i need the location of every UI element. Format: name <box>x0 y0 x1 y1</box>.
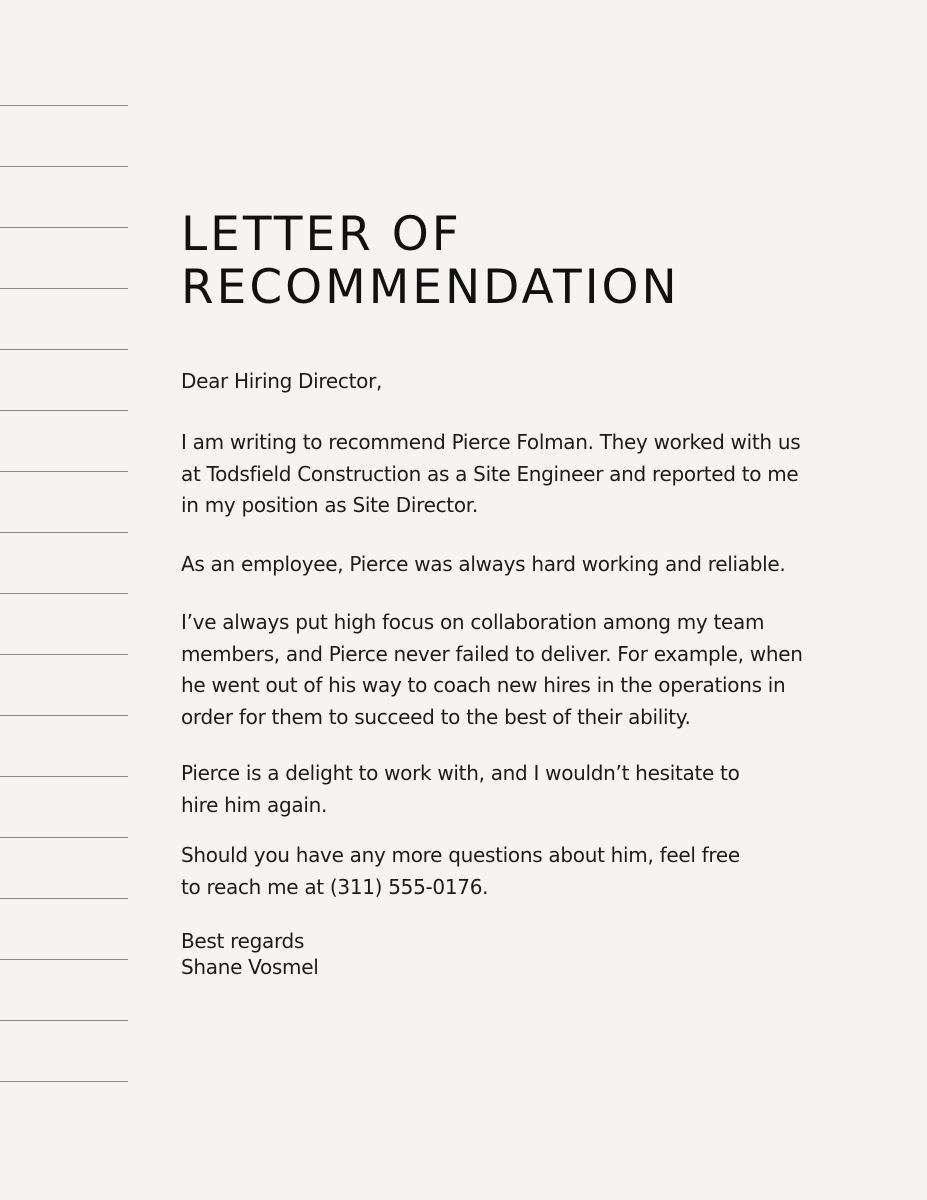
paragraph-line: to reach me at (311) 555-0176. <box>181 874 489 899</box>
paragraph-line: in my position as Site Director. <box>181 493 478 517</box>
rule-line <box>0 715 128 716</box>
rule-line <box>0 593 128 594</box>
letter-title <box>181 208 680 314</box>
rule-line <box>0 288 128 289</box>
rule-line <box>0 532 128 533</box>
paragraph-collaboration <box>181 607 803 733</box>
rule-line <box>0 166 128 167</box>
paragraph-line: I’ve always put high focus on collaboration among my team <box>181 610 765 634</box>
rule-line <box>0 105 128 106</box>
rule-line <box>0 898 128 899</box>
decorative-ruled-lines <box>0 0 128 1200</box>
paragraph-line: As an employee, Pierce was always hard working and reliable. <box>181 552 786 576</box>
rule-line <box>0 349 128 350</box>
rule-line <box>0 1020 128 1021</box>
paragraph-line: order for them to succeed to the best of their ability. <box>181 704 691 729</box>
rule-line <box>0 654 128 655</box>
signoff <box>181 928 319 980</box>
paragraph-delight <box>181 758 740 821</box>
paragraph-line: hire him again. <box>181 792 328 817</box>
signature-name: Shane Vosmel <box>181 955 319 979</box>
paragraph-line: I am writing to recommend Pierce Folman. They worked with us <box>181 430 801 454</box>
paragraph-line: at Todsfield Construction as a Site Engineer and reported to me <box>181 461 799 486</box>
rule-line <box>0 959 128 960</box>
title-line-2: RECOMMENDATION <box>181 260 680 315</box>
paragraph-employee <box>181 549 785 581</box>
rule-line <box>0 410 128 411</box>
paragraph-line: members, and Pierce never failed to deliver. For example, when <box>181 641 803 666</box>
rule-line <box>0 776 128 777</box>
paragraph-line: Should you have any more questions about him, feel free <box>181 843 740 867</box>
paragraph-intro <box>181 427 800 522</box>
paragraph-line: he went out of his way to coach new hires in the operations in <box>181 673 786 697</box>
greeting-text: Dear Hiring Director, <box>181 369 383 393</box>
closing-text: Best regards <box>181 929 305 953</box>
greeting <box>181 366 382 398</box>
rule-line <box>0 471 128 472</box>
rule-line <box>0 227 128 228</box>
rule-line <box>0 837 128 838</box>
paragraph-line: Pierce is a delight to work with, and I wouldn’t hesitate to <box>181 761 740 785</box>
paragraph-contact <box>181 840 740 903</box>
rule-line <box>0 1081 128 1082</box>
title-line-1: LETTER OF <box>181 207 462 262</box>
